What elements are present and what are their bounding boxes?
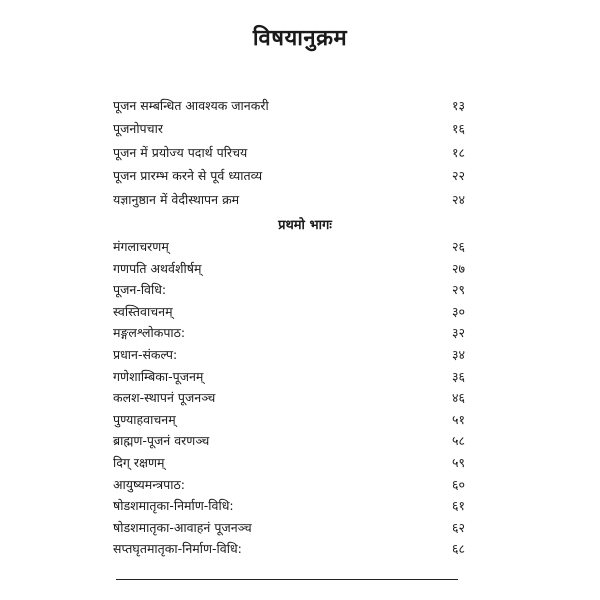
toc-entry-page: ४६ — [451, 390, 465, 406]
toc-entry-label: गणपति अथर्वशीर्षम् — [113, 260, 202, 276]
toc-entry-label: कलश-स्थापनं पूजनञ्च — [113, 390, 216, 406]
toc-entry-page: ३० — [451, 303, 465, 319]
toc-entry-label: पूजन-विधि: — [113, 282, 167, 298]
toc-entry — [113, 325, 473, 347]
toc-entry-label: ब्राह्मण-पूजनं वरणञ्च — [113, 433, 210, 449]
toc-entry-label: स्वस्तिवाचनम् — [113, 303, 173, 319]
toc-entry — [113, 390, 473, 412]
toc-entry — [113, 98, 473, 121]
toc-entry-label: षोडशमातृका-आवाहनं पूजनञ्च — [113, 519, 252, 535]
toc-entry-page: ५८ — [451, 433, 465, 449]
toc-entry — [113, 145, 473, 168]
toc-entry-page: ६१ — [451, 498, 465, 514]
toc-entry — [113, 121, 473, 144]
page-title: विषयानुक्रम — [252, 26, 348, 51]
toc-entry-label: पूजन सम्बन्धित आवश्यक जानकरी — [113, 98, 269, 113]
toc-entry — [113, 282, 473, 304]
toc-entry — [113, 433, 473, 455]
toc-entry — [113, 192, 473, 215]
toc-entry-page: ५१ — [451, 411, 465, 427]
toc-entry-label: यज्ञानुष्ठान में वेदीस्थापन क्रम — [113, 191, 240, 207]
toc-entry-page: १३ — [451, 98, 465, 113]
toc-entry-page: २२ — [451, 168, 465, 184]
toc-entry-label: पुण्याहवाचनम् — [113, 411, 176, 427]
toc-entry-page: १६ — [451, 121, 465, 137]
toc-entry-label: मंगलाचरणम् — [113, 239, 169, 254]
toc-intro-list — [113, 98, 473, 215]
footer-divider — [116, 579, 458, 580]
toc-entry — [113, 369, 473, 391]
toc-entry-page: २७ — [451, 260, 465, 276]
toc-entry-page: २४ — [451, 191, 465, 207]
toc-entry-page: ३६ — [451, 368, 465, 384]
toc-entry — [113, 520, 473, 542]
toc-entry — [113, 541, 473, 563]
toc-entry-page: ३४ — [451, 346, 465, 362]
toc-entry-page: २६ — [451, 239, 465, 254]
toc-entry-page: १८ — [451, 144, 465, 160]
toc-entry-label: पूजन प्रारम्भ करने से पूर्व ध्यातव्य — [113, 168, 263, 184]
toc-entry-page: ६२ — [451, 519, 465, 535]
toc-entry-label: मङ्गलश्लोकपाठ: — [113, 325, 186, 341]
toc-entry — [113, 455, 473, 477]
toc-entry-label: षोडशमातृका-निर्माण-विधि: — [113, 498, 234, 514]
section-heading: प्रथमो भागः — [278, 218, 332, 233]
toc-entry-label: दिग् रक्षणम् — [113, 454, 165, 470]
toc-entry-label: पूजनोपचार — [113, 121, 163, 137]
toc-entry-label: प्रधान-संकल्प: — [113, 346, 178, 362]
toc-entry-label: आयुष्यमन्त्रपाठ: — [113, 476, 185, 492]
toc-entry — [113, 261, 473, 283]
toc-entry — [113, 412, 473, 434]
toc-entry-page: २९ — [451, 282, 465, 298]
toc-entry — [113, 347, 473, 369]
toc-main-list — [113, 239, 473, 563]
toc-entry — [113, 168, 473, 191]
toc-entry-page: ६८ — [451, 541, 465, 557]
toc-entry — [113, 304, 473, 326]
toc-entry-page: ५९ — [451, 454, 465, 470]
toc-entry — [113, 498, 473, 520]
toc-entry-label: गणेशाम्बिका-पूजनम् — [113, 368, 204, 384]
toc-entry-page: ३२ — [451, 325, 465, 341]
toc-entry-label: पूजन में प्रयोज्य पदार्थ परिचय — [113, 144, 248, 160]
toc-entry-label: सप्तघृतमातृका-निर्माण-विधि: — [113, 541, 242, 557]
toc-entry-page: ६० — [451, 476, 465, 492]
toc-entry — [113, 477, 473, 499]
toc-entry — [113, 239, 473, 261]
